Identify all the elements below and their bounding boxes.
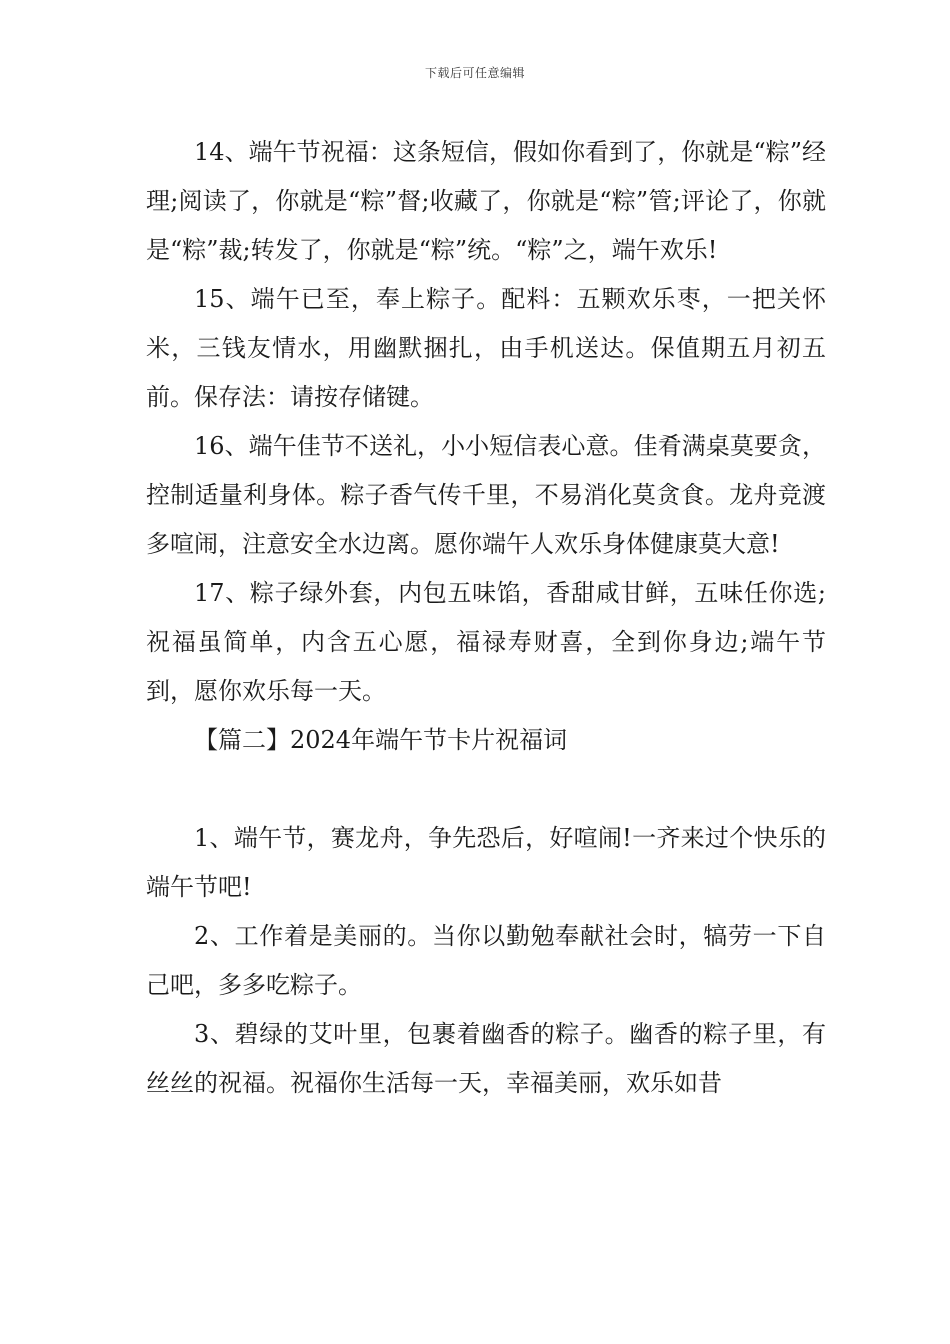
- paragraph-blessing-16: 16、端午佳节不送礼，小小短信表心意。佳肴满桌莫要贪，控制适量利身体。粽子香气传千里，不易消化莫贪食。龙舟竞渡多喧闹，注意安全水边离。愿你端午人欢乐身体健康莫大意!: [146, 432, 826, 558]
- paragraph-blessing-1: 1、端午节，赛龙舟，争先恐后，好喧闹!一齐来过个快乐的端午节吧!: [146, 824, 826, 901]
- paragraph-blessing-2: 2、工作着是美丽的。当你以勤勉奉献社会时，犒劳一下自己吧，多多吃粽子。: [146, 922, 826, 999]
- paragraph-blessing-14: 14、端午节祝福：这条短信，假如你看到了，你就是“粽”经理;阅读了，你就是“粽”督;收藏了，你就是“粽”管;评论了，你就是“粽”裁;转发了，你就是“粽”统。“粽”之，端午欢乐!: [146, 138, 826, 264]
- paragraph-blessing-3: 3、碧绿的艾叶里，包裹着幽香的粽子。幽香的粽子里，有丝丝的祝福。祝福你生活每一天，幸福美丽，欢乐如昔: [146, 1020, 826, 1097]
- paragraph-blessing-15: 15、端午已至，奉上粽子。配料：五颗欢乐枣，一把关怀米，三钱友情水，用幽默捆扎，由手机送达。保值期五月初五前。保存法：请按存储键。: [146, 285, 826, 411]
- page-header-note: 下载后可任意编辑: [424, 66, 525, 80]
- paragraph-blessing-17: 17、粽子绿外套，内包五味馅，香甜咸甘鲜，五味任你选;祝福虽简单，内含五心愿，福禄寿财喜，全到你身边;端午节到，愿你欢乐每一天。: [146, 579, 826, 705]
- document-body: [146, 128, 826, 1108]
- section-heading: 【篇二】2024年端午节卡片祝福词: [194, 726, 568, 754]
